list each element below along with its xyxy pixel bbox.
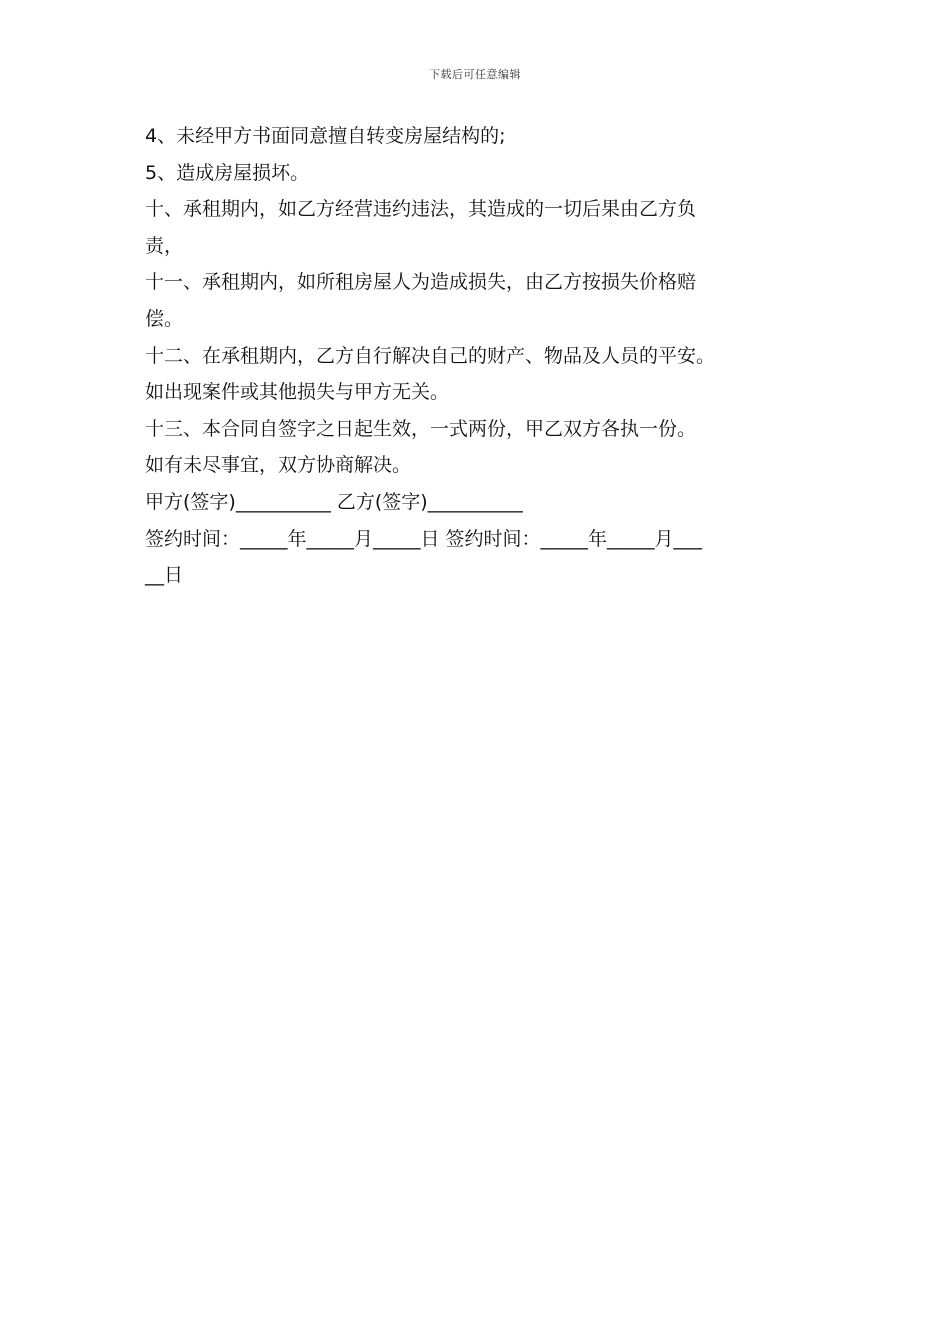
clause-13-line-2: 如有未尽事宜，双方协商解决。 — [145, 454, 412, 477]
clause-10-line-1: 十、承租期内，如乙方经营违约违法，其造成的一切后果由乙方负 — [145, 198, 697, 221]
page-header: 下载后可任意编辑 — [429, 68, 521, 81]
clause-12-line-1: 十二、在承租期内，乙方自行解决自己的财产、物品及人员的平安。 — [145, 344, 716, 367]
signing-date-line-1: 签约时间：_____年_____月_____日 签约时间：_____年_____月___ — [145, 527, 703, 550]
clause-13-line-1: 十三、本合同自签字之日起生效，一式两份，甲乙双方各执一份。 — [145, 417, 697, 440]
clause-5-line: 5、造成房屋损坏。 — [145, 161, 310, 184]
signing-date-line-2: __日 — [145, 564, 184, 587]
clause-11-line-2: 偿。 — [145, 307, 184, 330]
document-body — [145, 118, 825, 594]
clause-4-line: 4、未经甲方书面同意擅自转变房屋结构的; — [145, 125, 506, 147]
clause-11-line-1: 十一、承租期内，如所租房屋人为造成损失，由乙方按损失价格赔 — [145, 271, 697, 294]
signature-line: 甲方(签字)__________ 乙方(签字)__________ — [145, 490, 523, 513]
clause-12-line-2: 如出现案件或其他损失与甲方无关。 — [145, 381, 450, 404]
clause-10-line-2: 责， — [145, 234, 184, 257]
